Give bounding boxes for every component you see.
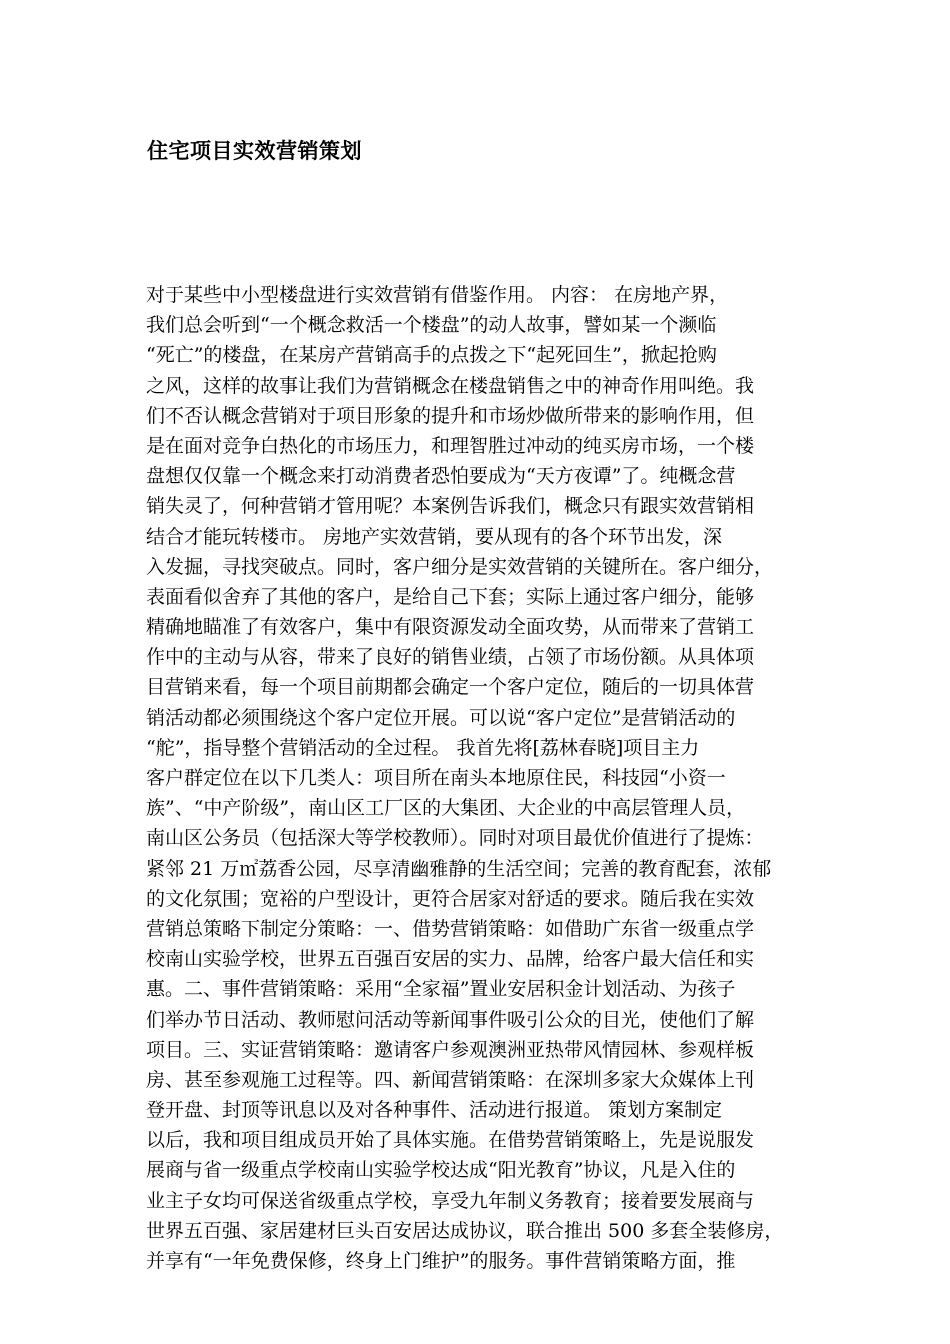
body-line: 们举办节日活动、教师慰问活动等新闻事件吸引公众的目光，使他们了解 bbox=[146, 1008, 755, 1031]
body-line: 销失灵了，何种营销才管用呢？本案例告诉我们，概念只有跟实效营销相 bbox=[146, 495, 755, 518]
body-line: 族”、“中产阶级”，南山区工厂区的大集团、大企业的中高层管理人员， bbox=[146, 797, 746, 820]
body-line: 世界五百强、家居建材巨头百安居达成协议，联合推出 500 多套全装修房， bbox=[146, 1219, 784, 1242]
body-line: 们不否认概念营销对于项目形象的提升和市场炒做所带来的影响作用，但 bbox=[146, 404, 755, 427]
body-line: 对于某些中小型楼盘进行实效营销有借鉴作用。 内容： 在房地产界， bbox=[146, 284, 729, 306]
body-line: 我们总会听到“一个概念救活一个楼盘”的动人故事，譬如某一个濒临 bbox=[146, 314, 717, 337]
body-line: 入发掘，寻找突破点。同时，客户细分是实效营销的关键所在。客户细分， bbox=[146, 555, 774, 578]
body-line: 之风，这样的故事让我们为营销概念在楼盘销售之中的神奇作用叫绝。我 bbox=[146, 374, 755, 397]
body-line: 并享有“一年免费保修，终身上门维护”的服务。事件营销策略方面，推 bbox=[146, 1250, 736, 1272]
body-line: 惠。二、事件营销策略：采用“全家福”置业安居积金计划活动、为孩子 bbox=[146, 978, 736, 1001]
document-title: 住宅项目实效营销策划 bbox=[147, 139, 362, 163]
body-line: 表面看似舍弃了其他的客户，是给自己下套；实际上通过客户细分，能够 bbox=[146, 585, 755, 608]
body-line: 项目。三、实证营销策略：邀请客户参观澳洲亚热带风情园林、参观样板 bbox=[146, 1038, 755, 1061]
body-line: 结合才能玩转楼市。 房地产实效营销，要从现有的各个环节出发，深 bbox=[146, 525, 723, 548]
body-line: 校南山实验学校，世界五百强百安居的实力、品牌，给客户最大信任和实 bbox=[146, 948, 755, 971]
body-line: 以后，我和项目组成员开始了具体实施。在借势营销策略上，先是说服发 bbox=[146, 1129, 755, 1152]
body-line: 营销总策略下制定分策略：一、借势营销策略：如借助广东省一级重点学 bbox=[146, 917, 755, 940]
body-line: 南山区公务员（包括深大等学校教师）。同时对项目最优价值进行了提炼： bbox=[146, 827, 764, 850]
body-line: “舵”，指导整个营销活动的全过程。 我首先将[荔林春晓]项目主力 bbox=[146, 736, 700, 759]
body-line: 客户群定位在以下几类人：项目所在南头本地原住民，科技园“小资一 bbox=[146, 767, 726, 789]
body-line: 登开盘、封顶等讯息以及对各种事件、活动进行报道。 策划方案制定 bbox=[146, 1099, 723, 1122]
body-line: 作中的主动与从容，带来了良好的销售业绩，占领了市场份额。从具体项 bbox=[146, 646, 755, 669]
body-line: 房、甚至参观施工过程等。四、新闻营销策略：在深圳多家大众媒体上刊 bbox=[146, 1068, 755, 1091]
body-line: “死亡”的楼盘，在某房产营销高手的点拨之下“起死回生”，掀起抢购 bbox=[146, 344, 717, 367]
body-line: 目营销来看，每一个项目前期都会确定一个客户定位，随后的一切具体营 bbox=[146, 676, 755, 699]
document-body bbox=[146, 280, 874, 1276]
body-line: 紧邻 21 万㎡荔香公园，尽享清幽雅静的生活空间；完善的教育配套，浓郁 bbox=[146, 857, 772, 880]
body-line: 展商与省一级重点学校南山实验学校达成“阳光教育”协议，凡是入住的 bbox=[146, 1159, 736, 1182]
body-line: 盘想仅仅靠一个概念来打动消费者恐怕要成为“天方夜谭”了。纯概念营 bbox=[146, 465, 736, 488]
body-line: 的文化氛围；宽裕的户型设计，更符合居家对舒适的要求。随后我在实效 bbox=[146, 887, 755, 910]
body-line: 是在面对竞争白热化的市场压力，和理智胜过冲动的纯买房市场，一个楼 bbox=[146, 434, 755, 457]
body-line: 精确地瞄准了有效客户，集中有限资源发动全面攻势，从而带来了营销工 bbox=[146, 616, 755, 639]
body-line: 业主子女均可保送省级重点学校，享受九年制义务教育；接着要发展商与 bbox=[146, 1189, 755, 1212]
body-line: 销活动都必须围绕这个客户定位开展。可以说“客户定位”是营销活动的 bbox=[146, 706, 736, 729]
